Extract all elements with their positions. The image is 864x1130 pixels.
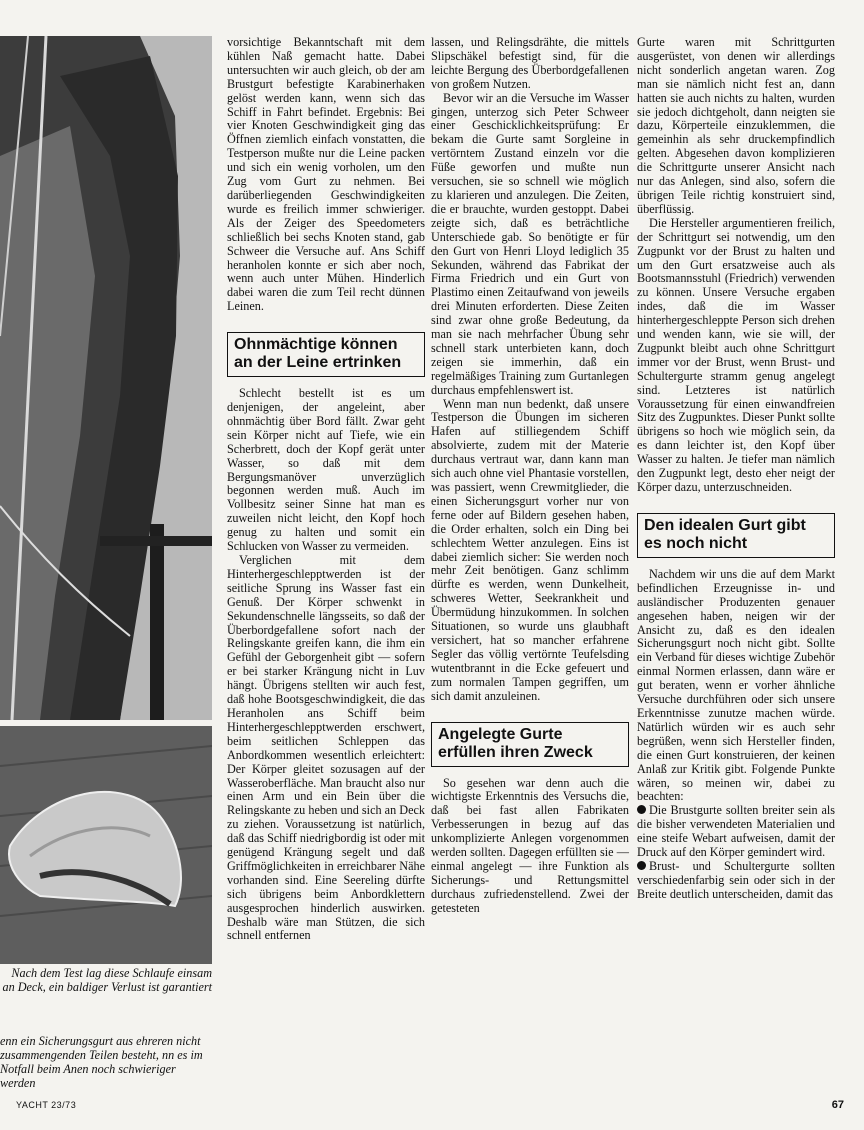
bullet-text: Die Brustgurte sollten breiter sein als die bisher verwendeten Materialien und eine steife Webart aufweisen, damit der Druck auf den Körper gemindert wird. bbox=[637, 803, 835, 860]
paragraph: Wenn man nun bedenkt, daß unsere Testperson die Übungen im sicheren Hafen auf stilliegendem Schiff absolvierte, zudem mit der Materie durchaus vertraut war, dann kann man sich auch ohne viel Phantasie vorstellen, was passiert, wenn Crewmitglieder, die einen Sicherungsgurt vorher nur von ferne oder auf Bildern gesehen haben, die Order erhalten, solch ein Ding bei schlechtem Wetter anzulegen. Eins ist dabei ziemlich sicher: Sie werden noch mehr Zeit benötigen. Ganz schlimm dürfte es werden, wenn Dunkelheit, schweres Wetter, Seekrankheit und Übermüdung hinzukommen. In solchen Situationen, so wurde uns glaubhaft versichert, hat so mancher erfahrene Segler das völlig vertörnte Teufelsding wutentbrannt in die Ecke gefeuert und zum normalen Tampen gegriffen, um sich damit anzuleinen. bbox=[431, 396, 629, 703]
paragraph: vorsichtige Bekanntschaft mit dem kühlen Naß gemacht hatte. Dabei untersuchten wir auch gleich, ob der am Brustgurt befestigte Karabinerhaken gelöst werden kann, wenn sich das Schiff in Fahrt befindet. Ergebnis: Bei vier Knoten Geschwindigkeit ging das Öffnen ziemlich einfach vonstatten, die Testperson mußte nur die Leine packen und sich ein wenig vorholen, um den Zug vom Gurt zu nehmen. Bei darüberliegenden Geschwindigkeiten wurde es freilich immer schwieriger. Als der Zeiger des Speedometers schließlich bei sechs Knoten stand, gab Schweer die Versuche auf. Ans Schiff heranholen konnte er sich aber noch, wenn auch unter Mühen. Hinderlich dabei waren die zum Teil recht dünnen Leinen. bbox=[227, 35, 425, 314]
paragraph: Bevor wir an die Versuche im Wasser gingen, unterzog sich Peter Schweer einer Geschicklichkeitsprüfung: Er bekam die Gurte samt Sorgleine in vertörntem Zustand einzeln vor die Füße geworfen und mußte nun versuchen, sie so schnell wie möglich zu klarieren und anzulegen. Die Zeiten, die er brauchte, wurden gestoppt. Dabei zeigte sich, daß es beträchtliche Unterschiede gab. So benötigte er für den Gurt von Henri Lloyd lediglich 35 Sekunden, während das Fabrikat der Firma Friedrich und ein Gurt von Plastimo einen Zeitaufwand von jeweils drei Minuten erforderten. Diese Zeiten sind zwar ohne große Bedeutung, da man sie nach mehrfacher Übung sehr schnell stark unterbieten kann, doch zeigen sie immerhin, daß ein regelmäßiges Training zum Gurtanlegen durchaus empfehlenswert ist. bbox=[431, 90, 629, 397]
photo-caption-cutoff: enn ein Sicherungsgurt aus ehreren nicht zusammengenden Teilen besteht, nn es im Notfall beim Anen noch schwieriger werden bbox=[0, 1034, 203, 1090]
paragraph: So gesehen war denn auch die wichtigste Erkenntnis des Versuchs die, daß bei fast allen Fabrikaten Verbesserungen in bezug auf das unkomplizierte Anlegen vorgenommen werden sollten. Dagegen erfüllten sie — einmal angelegt — ihre Funktion als Sicherungs- und Rettungsmittel durchaus zufriedenstellend. Zwei der getesteten bbox=[431, 775, 629, 915]
hull-photo bbox=[0, 36, 212, 720]
article-column-2 bbox=[431, 36, 629, 916]
loop-photo-graphic bbox=[0, 726, 212, 964]
paragraph: lassen, und Relingsdrähte, die mittels Slipschäkel befestigt sind, für die leichte Bergung des Überbordgefallenen von großem Nutzen. bbox=[431, 35, 629, 91]
section-heading: Den idealen Gurt gibt es noch nicht bbox=[637, 513, 835, 558]
hull-photo-graphic bbox=[0, 36, 212, 720]
article-column-3 bbox=[637, 36, 835, 902]
page-number: 67 bbox=[831, 1099, 844, 1111]
paragraph: Schlecht bestellt ist es um denjenigen, der angeleint, aber ohnmächtig über Bord fällt. Zwar geht sein Körper nicht auf Tiefe, wie ein Scherbrett, doch der Kopf gerät unter Wasser, so daß mit dem Bergungsmanöver unverzüglich begonnen werden muß. Auch im Vollbesitz seiner Sinne hat man es zuweilen nicht leicht, den Kopf hoch genug zu halten und somit ein Schlucken von Wasser zu vermeiden. bbox=[227, 386, 425, 554]
bullet-text: Brust- und Schultergurte sollten verschiedenfarbig sein oder sich in der Breite deutlich unterscheiden, damit das bbox=[637, 858, 835, 901]
paragraph: Nachdem wir uns die auf dem Markt befindlichen Erzeugnisse in- und ausländischer Produzenten genauer angesehen haben, neigen wir der Ansicht zu, daß es den idealen Sicherungsgurt noch nicht gibt. Sollte ein Verband für dieses wichtige Zubehör einmal Normen erlassen, dann wäre er gut beraten, wenn er vorher ähnliche Versuche durchführen oder sich unsere Erkenntnisse zunutze machen würde. Natürlich würden wir es auch sehr begrüßen, wenn sich Hersteller finden, die einen Gurt konstruieren, der keinen Anlaß zur Kritik gibt. Folgende Punkte wären, so meinen wir, dabei zu beachten: bbox=[637, 566, 835, 804]
loop-on-deck-photo bbox=[0, 726, 212, 964]
magazine-issue: YACHT 23/73 bbox=[16, 1100, 77, 1110]
photo-caption: Nach dem Test lag diese Schlaufe einsam an Deck, ein baldiger Verlust ist garantiert bbox=[2, 966, 212, 994]
section-heading: Angelegte Gurte erfüllen ihren Zweck bbox=[431, 722, 629, 767]
paragraph: Die Hersteller argumentieren freilich, der Schrittgurt sei notwendig, um den Zugpunkt vor der Brust zu halten und um den Gurt ersatzweise auch als Bootsmannsstuhl (Friedrich) verwenden zu können. Unsere Versuche ergaben indes, daß die im Wasser hinterhergeschleppte Person sich drehen und wenden kann, wie sie will, der Zugpunkt bleibt auch ohne Schrittgurt immer vor der Brust, wenn Brust- und Schultergurte stramm genug angelegt sind. Letzteres ist natürlich Voraussetzung für einen einwandfreien Sitz des Zugpunktes. Dieser Punkt sollte übrigens so hoch wie möglich sein, da es dann leichter ist, den Kopf über Wasser zu halten. Je tiefer man nämlich den Zugpunkt legt, desto eher neigt der Körper dazu, unterzuschneiden. bbox=[637, 215, 835, 494]
bullet-item bbox=[637, 804, 835, 860]
bullet-icon bbox=[637, 805, 646, 814]
article-column-1 bbox=[227, 36, 425, 943]
paragraph: Gurte waren mit Schrittgurten ausgerüstet, von denen wir allerdings nicht sonderlich angetan waren. Zog man sie nämlich nicht fest an, dann hatten sie auch nichts zu halten, wurden sie jedoch dichtgeholt, dann neigten sie dazu, Körperteile einzuklemmen, die gemeinhin als sehr druckempfindlich gelten. Abgesehen davon komplizieren die Schrittgurte unserer Ansicht nach nur das Anlegen, sind also, sofern die übrigen Teile richtig konstruiert sind, überflüssig. bbox=[637, 35, 835, 216]
bullet-icon bbox=[637, 861, 646, 870]
paragraph: Verglichen mit dem Hinterhergeschlepptwerden ist der seitliche Sprung ins Wasser fast ein Genuß. Der Körper schwenkt in Sekundenschnelle längsseits, so daß der Überbordgefallene sofort nach der Relingskante greifen kann, die ihm ein Gefühl der Geborgenheit gibt — sofern er bei starker Krängung nicht in Luv hängt. Übrigens stellten wir auch fest, daß hohe Bootsgeschwindigkeit, die das Heranholen ans Schiff beim Hinterhergeschlepptwerden erschwert, beim seitlichen Schleppen das Anbordkommen wesentlich erleichtert: Der Körper gleitet sozusagen auf der Wasseroberfläche. Man braucht also nur einen Arm und ein Bein über die Relingskante zu heben und sich an Deck zu ziehen. Voraussetzung ist natürlich, daß das Schiff niedrigbordig ist oder mit genügend Krängung segelt und daß Griffmöglichkeiten in erreichbarer Nähe vorhanden sind. Eine Seereling dürfte sich übrigens beim Anbordklettern ausgesprochen hinderlich auswirken. Deshalb wäre man Stützen, die sich schnell entfernen bbox=[227, 553, 425, 943]
section-heading: Ohnmächtige können an der Leine ertrinken bbox=[227, 332, 425, 377]
bullet-item bbox=[637, 860, 835, 902]
